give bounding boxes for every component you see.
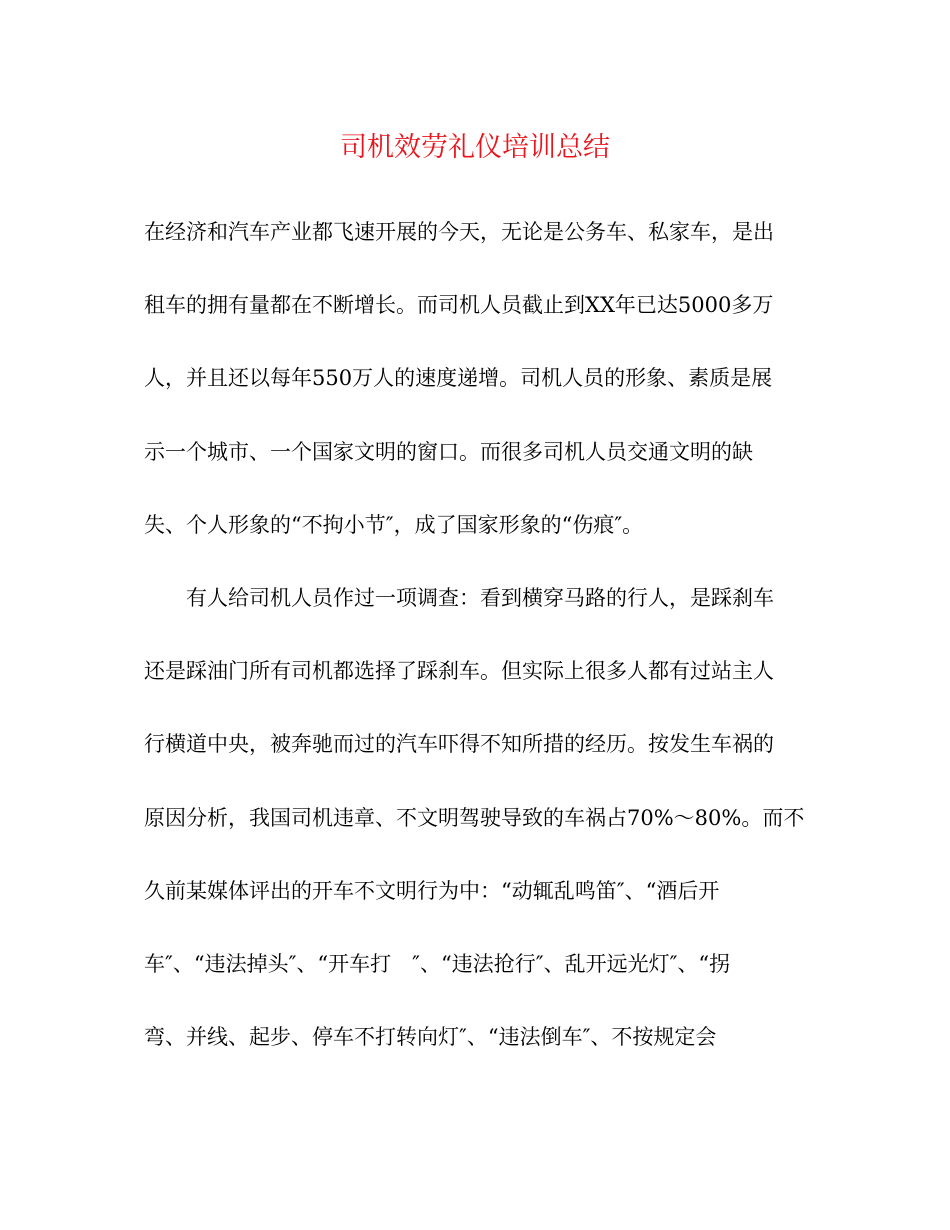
body-line: 久前某媒体评出的开车不文明行为中：“动辄乱鸣笛″、“酒后开 xyxy=(144,879,720,903)
body-line: 示一个城市、一个国家文明的窗口。而很多司机人员交通文明的缺 xyxy=(144,440,753,464)
body-line: 原因分析，我国司机违章、不文明驾驶导致的车祸占70%～80%。而不 xyxy=(144,806,805,830)
body-line: 还是踩油门所有司机都选择了踩刹车。但实际上很多人都有过站主人 xyxy=(144,659,774,683)
body-line: 人，并且还以每年550万人的速度递增。司机人员的形象、素质是展 xyxy=(144,366,773,390)
body-line: 租车的拥有量都在不断增长。而司机人员截止到XX年已达5000多万 xyxy=(144,293,774,317)
body-line: 行横道中央，被奔驰而过的汽车吓得不知所措的经历。按发生车祸的 xyxy=(144,732,774,756)
body-line: 弯、并线、起步、停车不打转向灯″、“违法倒车″、不按规定会 xyxy=(144,1025,717,1049)
body-line: 车″、“违法掉头″、“开车打 ″、“违法抢行″、乱开远光灯″、“拐 xyxy=(144,952,731,976)
body-line: 失、个人形象的“不拘小节″，成了国家形象的“伤痕″。 xyxy=(144,513,644,537)
document-title: 司机效劳礼仪培训总结 xyxy=(340,132,610,163)
body-line: 有人给司机人员作过一项调查：看到横穿马路的行人，是踩刹车 xyxy=(186,586,774,610)
body-line: 在经济和汽车产业都飞速开展的今天，无论是公务车、私家车，是出 xyxy=(144,220,774,244)
